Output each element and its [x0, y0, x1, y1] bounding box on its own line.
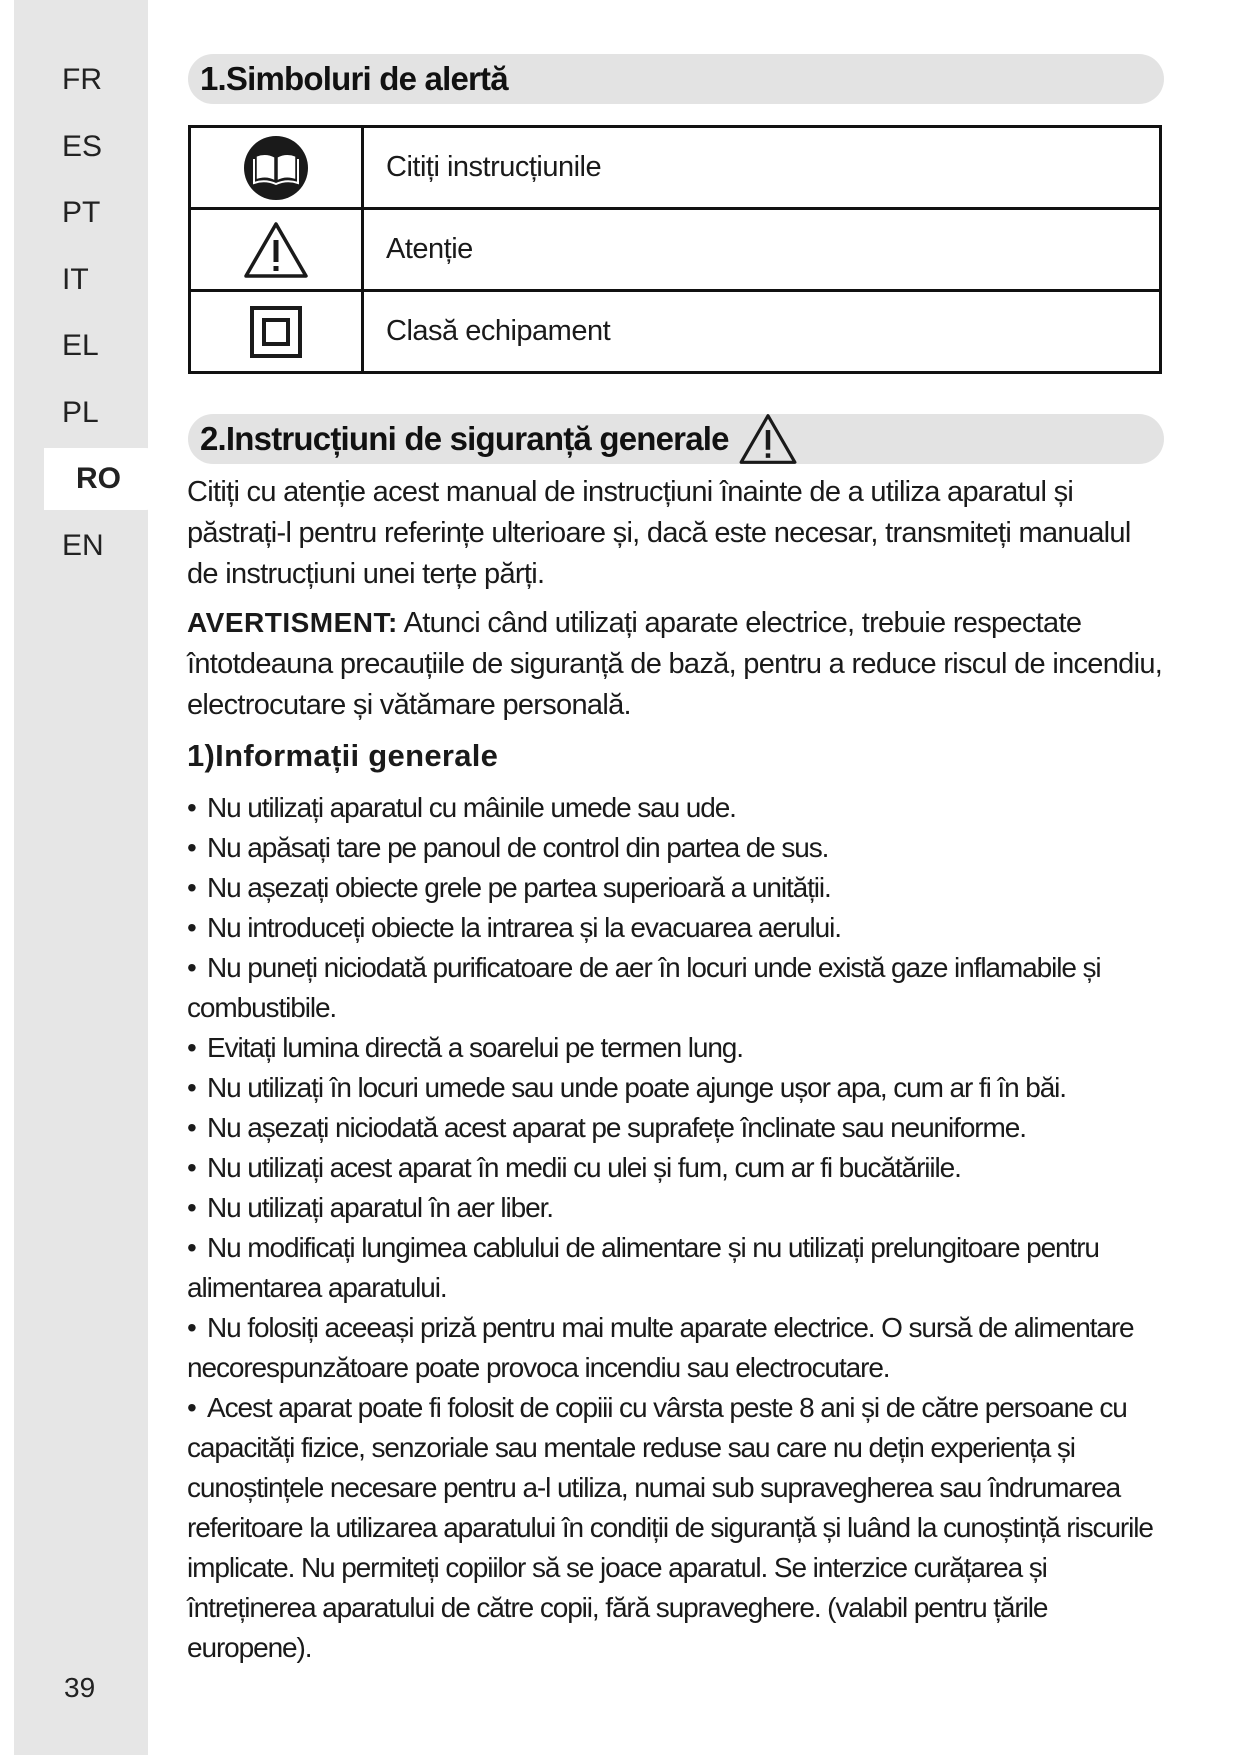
list-item: • Nu puneți niciodată purificatoare de aer în locuri unde există gaze inflamabile și combustibile. [187, 952, 1101, 1023]
page-number: 39 [64, 1672, 96, 1703]
lang-tab-fr[interactable]: FR [62, 63, 102, 96]
list-item: • Nu utilizați aparatul în aer liber. [187, 1192, 553, 1223]
list-item: • Nu modificați lungimea cablului de alimentare și nu utilizați prelungitoare pentru alimentarea aparatului. [187, 1232, 1099, 1303]
list-item: • Nu utilizați în locuri umede sau unde poate ajunge ușor apa, cum ar fi în băi. [187, 1072, 1066, 1103]
section2-title: 2.Instrucțiuni de siguranță generale [200, 420, 729, 457]
section1-header [188, 54, 1164, 104]
table-row [190, 127, 1161, 209]
symbols-table [188, 125, 1162, 374]
list-item: • Acest aparat poate fi folosit de copiii cu vârsta peste 8 ani și de către persoane cu capacități fizice, senzoriale sau mentale reduse sau care nu dețin experiența și cunoștințele necesare pentru a-l utiliza, numai sub supravegherea sau îndrumarea referitoare la utilizarea aparatului în condiții de siguranță și luând la cunoștință riscurile implicate. Nu permiteți copiilor să se joace aparatul. Se interzice curățarea și întreținerea aparatului de către copii, fără supraveghere. (valabil pentru țările europene). [187, 1392, 1153, 1663]
intro-text: Citiți cu atenție acest manual de instrucțiuni înainte de a utiliza aparatul și păstrați-l pentru referințe ulterioare și, dacă este necesar, transmiteți manualul de instrucțiuni unei terțe părți. [187, 476, 1131, 590]
intro-paragraph [187, 472, 1167, 595]
lang-tab-ro[interactable]: RO [44, 448, 162, 510]
lang-tab-en[interactable]: EN [62, 529, 104, 562]
general-info-heading: 1)Informații generale [187, 738, 499, 773]
list-item: • Nu așezați niciodată acest aparat pe suprafețe înclinate sau neuniforme. [187, 1112, 1026, 1143]
list-item: • Nu așezați obiecte grele pe partea superioară a unității. [187, 872, 831, 903]
list-item: • Nu utilizați aparatul cu mâinile umede sau ude. [187, 792, 736, 823]
double-square-icon [249, 305, 303, 359]
book-icon [243, 135, 309, 201]
list-item: • Nu introduceți obiecte la intrarea și la evacuarea aerului. [187, 912, 841, 943]
lang-tab-it[interactable]: IT [62, 263, 89, 296]
list-item: • Nu utilizați acest aparat în medii cu ulei și fum, cum ar fi bucătăriile. [187, 1152, 961, 1183]
section1-title: 1.Simboluri de alertă [200, 60, 508, 97]
lang-tab-es[interactable]: ES [62, 130, 103, 163]
symbol-icon-cell [190, 127, 363, 209]
table-row [190, 209, 1161, 291]
table-row [190, 291, 1161, 373]
symbol-icon-cell [190, 209, 363, 291]
symbol-text: Clasă echipament [363, 291, 1161, 373]
language-sidebar [14, 0, 148, 1755]
section2-header [188, 414, 1164, 464]
list-item: • Evitați lumina directă a soarelui pe termen lung. [187, 1032, 743, 1063]
warning-triangle-icon [737, 413, 799, 465]
lang-tab-pl[interactable]: PL [62, 396, 99, 429]
symbol-text: Citiți instrucțiunile [363, 127, 1161, 209]
warning-text: Atunci când utilizați aparate electrice, trebuie respectate întotdeauna precauțiile de siguranță de bază, pentru a reduce riscul de incendiu, electrocutare și vătămare personală. [187, 607, 1163, 721]
list-item: • Nu apăsați tare pe panoul de control din partea de sus. [187, 832, 829, 863]
lang-tab-el[interactable]: EL [62, 329, 99, 362]
lang-tab-pt[interactable]: PT [62, 196, 101, 229]
warning-label: AVERTISMENT: [187, 607, 398, 638]
symbol-text: Atenție [363, 209, 1161, 291]
warning-triangle-icon [243, 221, 309, 279]
warning-paragraph [187, 602, 1167, 726]
safety-bullet-list [187, 788, 1172, 1668]
list-item: • Nu folosiți aceeași priză pentru mai multe aparate electrice. O sursă de alimentare necorespunzătoare poate provoca incendiu sau electrocutare. [187, 1312, 1134, 1383]
symbol-icon-cell [190, 291, 363, 373]
